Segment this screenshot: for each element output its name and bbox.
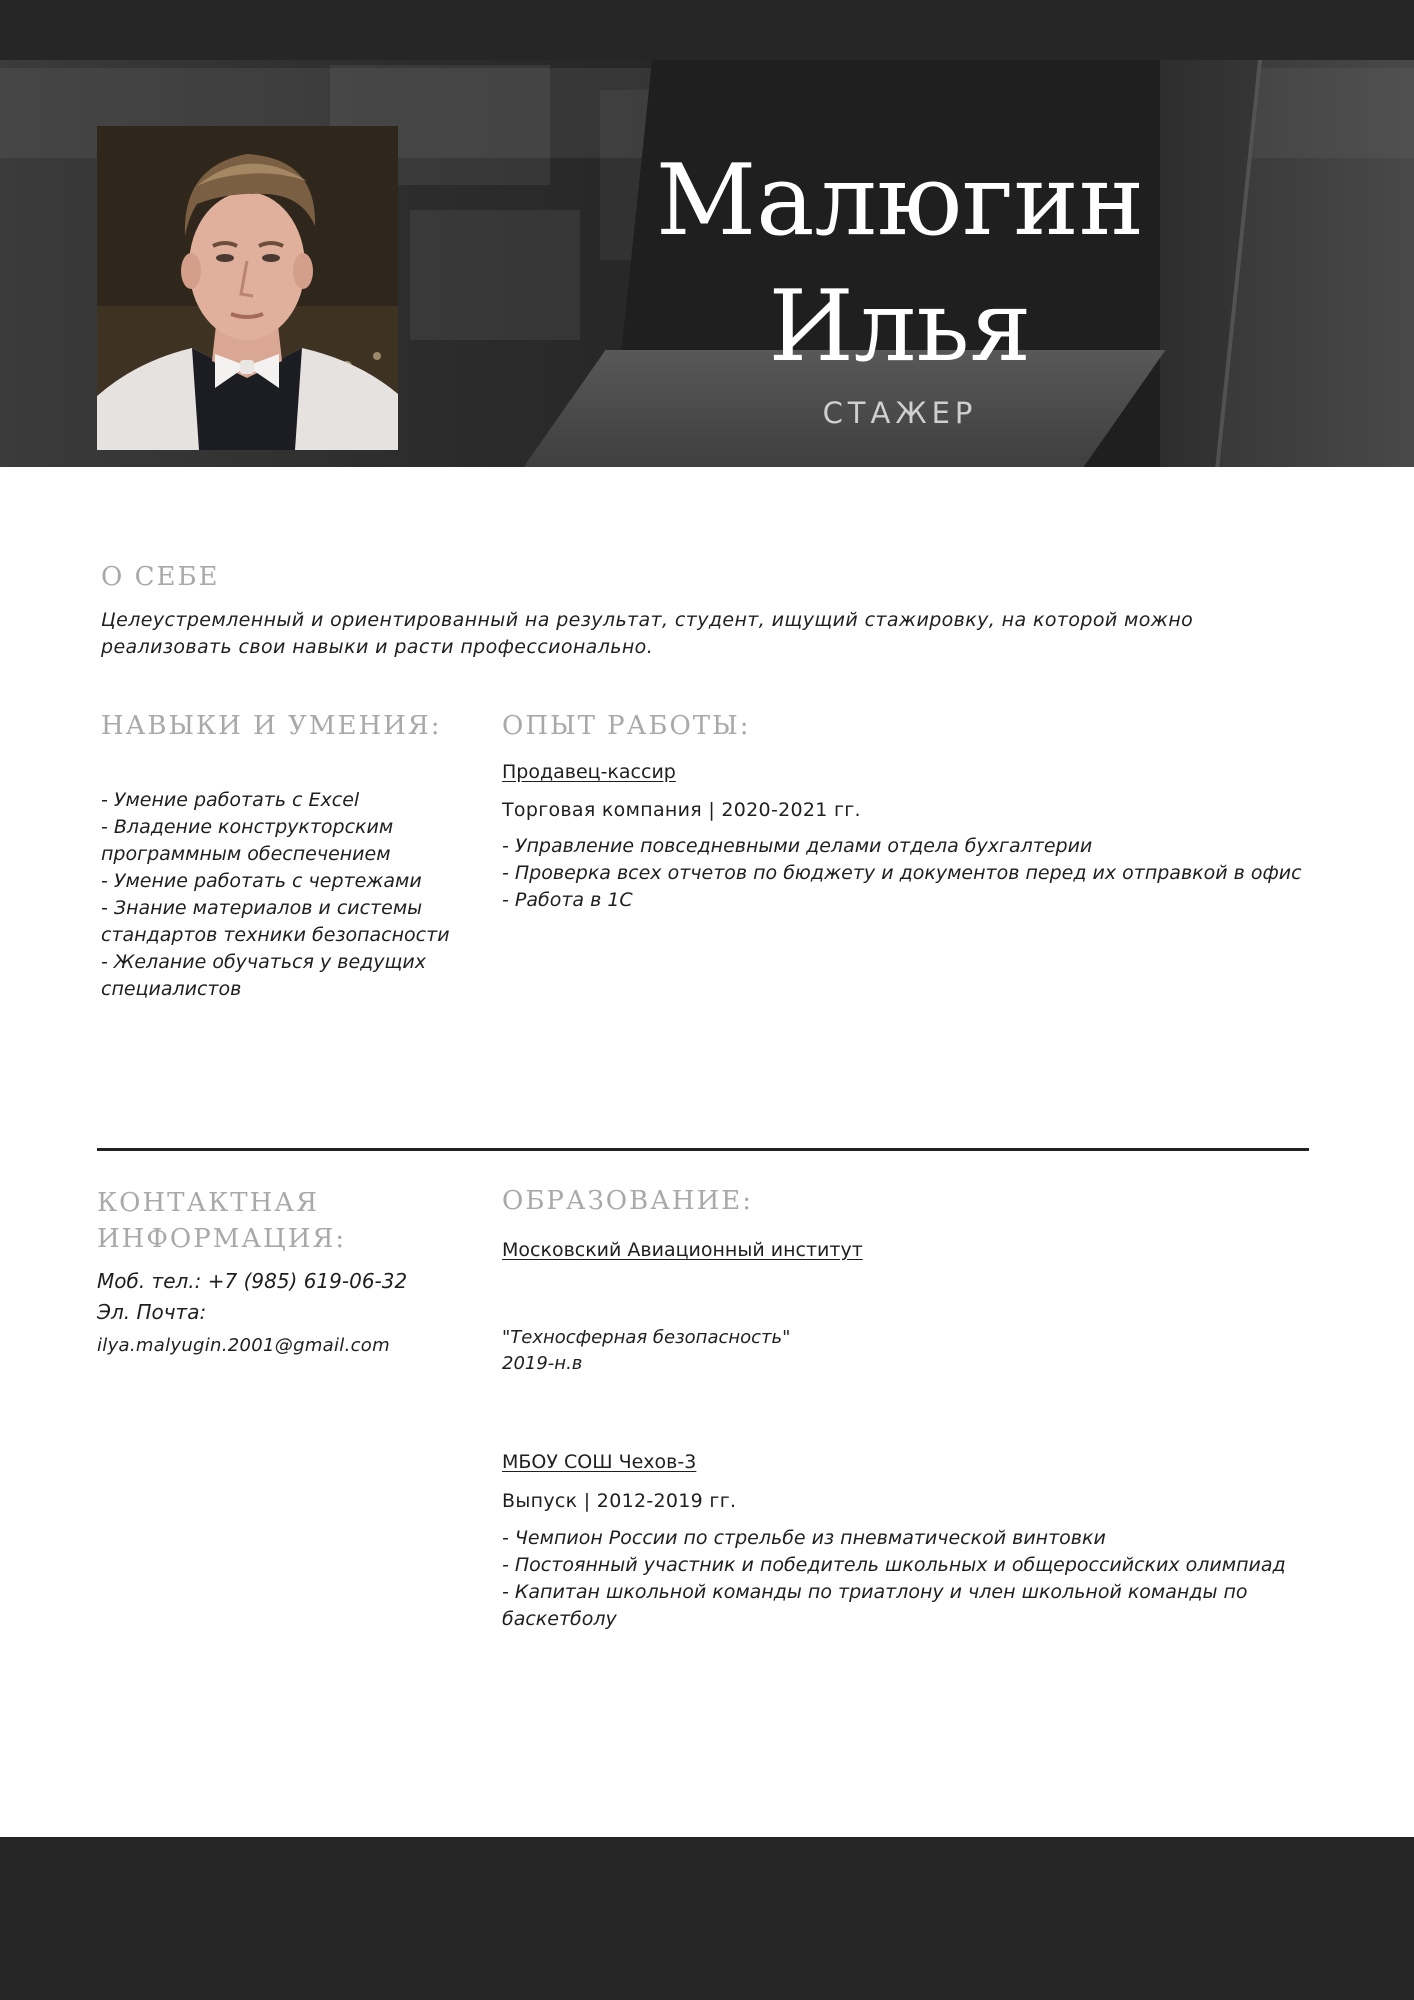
about-heading: О СЕБЕ <box>101 562 220 592</box>
university-program: "Техносферная безопасность" <box>502 1327 791 1348</box>
email-address[interactable]: ilya.malyugin.2001@gmail.com <box>97 1335 390 1356</box>
bottom-band <box>0 1837 1414 2000</box>
university-years: 2019-н.в <box>502 1353 583 1374</box>
first-name: Илья <box>768 270 1032 384</box>
job-role: СТАЖЕР <box>822 396 978 430</box>
list-item: - Работа в 1С <box>502 889 633 911</box>
email-label: Эл. Почта: <box>97 1300 207 1324</box>
list-item: - Капитан школьной команды по триатлону и член школьной команды по баскетболу <box>502 1581 1248 1630</box>
list-item: - Желание обучаться у ведущих специалистов <box>101 951 427 1000</box>
list-item: - Умение работать с Excel <box>101 789 360 811</box>
list-item: - Проверка всех отчетов по бюджету и документов перед их отправкой в офис <box>502 862 1302 884</box>
section-divider <box>97 1148 1309 1151</box>
company-line: Торговая компания | 2020-2021 гг. <box>502 799 861 821</box>
education-heading: ОБРАЗОВАНИЕ: <box>502 1186 754 1216</box>
experience-list <box>502 833 1322 914</box>
skills-heading: НАВЫКИ И УМЕНИЯ: <box>101 711 442 741</box>
profile-photo <box>97 126 398 450</box>
school-name: МБОУ СОШ Чехов-3 <box>502 1451 697 1473</box>
contacts-heading: КОНТАКТНАЯ ИНФОРМАЦИЯ: <box>97 1188 347 1254</box>
experience-heading: ОПЫТ РАБОТЫ: <box>502 711 751 741</box>
top-band <box>0 0 1414 60</box>
list-item: - Постоянный участник и победитель школьных и общероссийских олимпиад <box>502 1554 1286 1576</box>
list-item: - Умение работать с чертежами <box>101 870 422 892</box>
school-list <box>502 1525 1362 1633</box>
background-box <box>410 210 580 340</box>
portrait-illustration <box>97 126 398 450</box>
list-item: - Знание материалов и системы стандартов техники безопасности <box>101 897 450 946</box>
about-text: Целеустремленный и ориентированный на результат, студент, ищущий стажировку, на которой можно реализовать свои навыки и расти профессионально. <box>101 609 1194 658</box>
list-item: - Владение конструкторским программным обеспечением <box>101 816 394 865</box>
list-item: - Управление повседневными делами отдела бухгалтерии <box>502 835 1093 857</box>
job-title: Продавец-кассир <box>502 761 676 783</box>
school-line: Выпуск | 2012-2019 гг. <box>502 1490 737 1512</box>
person-name <box>560 138 1240 390</box>
phone-number: Моб. тел.: +7 (985) 619-06-32 <box>97 1269 408 1293</box>
university-name: Московский Авиационный институт <box>502 1239 863 1261</box>
skills-list <box>101 787 461 1003</box>
list-item: - Чемпион России по стрельбе из пневматической винтовки <box>502 1527 1106 1549</box>
last-name: Малюгин <box>655 144 1145 258</box>
